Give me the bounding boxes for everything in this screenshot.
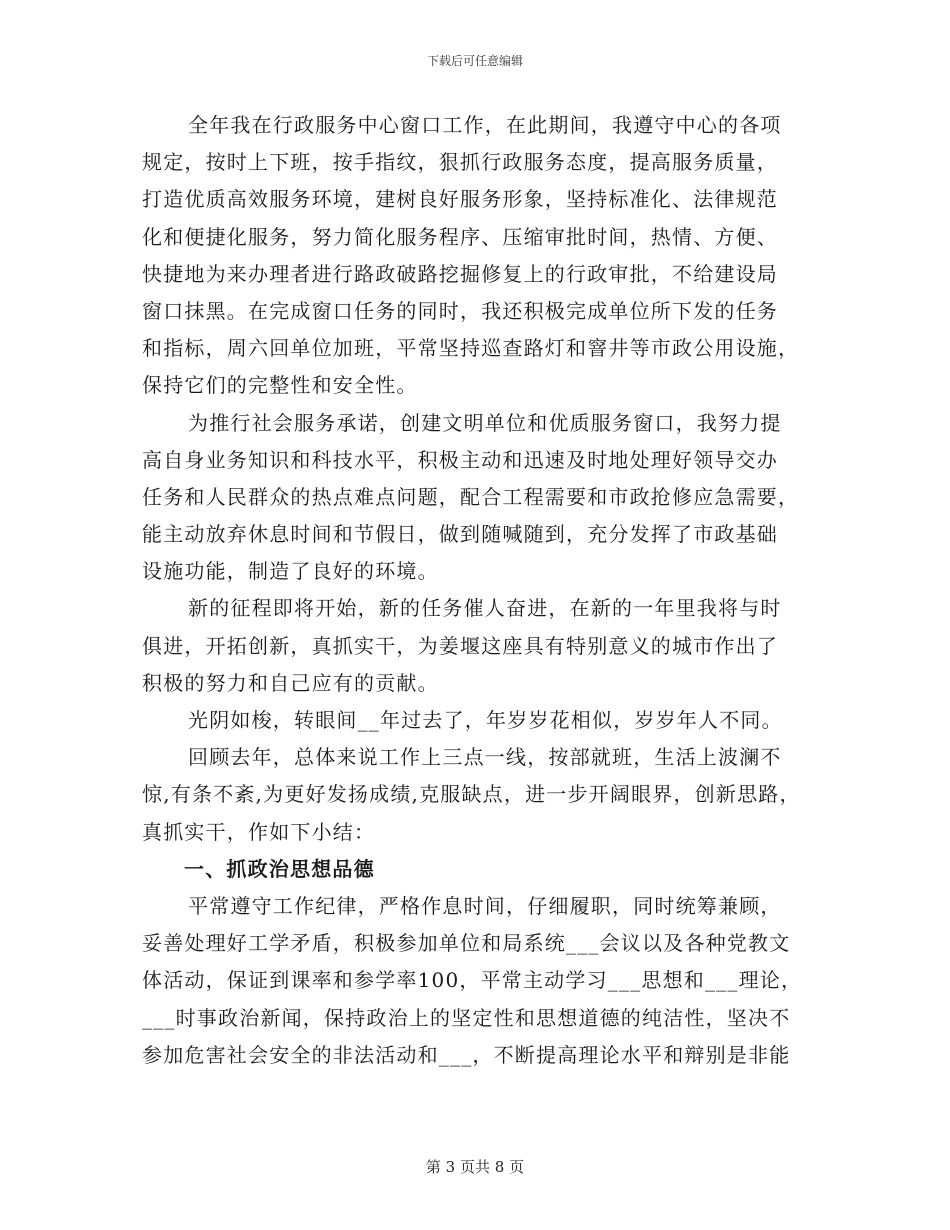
text-line: 快捷地为来办理者进行路政破路挖掘修复上的行政审批，不给建设局 [142, 261, 778, 286]
text-line: 参加危害社会安全的非法活动和___，不断提高理论水平和辩别是非能 [142, 1042, 791, 1067]
text-line: 和指标，周六回单位加班，平常坚持巡查路灯和窨井等市政公用设施， [142, 336, 800, 361]
text-line: 体活动，保证到课率和参学率100，平常主动学习___思想和___理论， [142, 968, 803, 993]
text-line: 打造优质高效服务环境，建树良好服务形象，坚持标准化、法律规范 [142, 187, 778, 212]
page-footer: 第 3 页共 8 页 [425, 1158, 525, 1176]
text-line: 能主动放弃休息时间和节假日，做到随喊随到，充分发挥了市政基础 [142, 522, 778, 547]
text-line: 新的征程即将开始，新的任务催人奋进，在新的一年里我将与时 [188, 596, 782, 621]
text-line: 真抓实干，作如下小结： [142, 819, 376, 844]
text-line: 任务和人民群众的热点难点问题，配合工程需要和市政抢修应急需要， [142, 484, 800, 509]
text-line: 保持它们的完整性和安全性。 [142, 373, 418, 398]
text-line: 积极的努力和自己应有的贡献。 [142, 670, 439, 695]
text-line: 光阴如梭，转眼间__年过去了，年岁岁花相似，岁岁年人不同。 [188, 708, 783, 732]
text-line: 高自身业务知识和科技水平，积极主动和迅速及时地处理好领导交办 [142, 447, 778, 472]
text-line: 俱进，开拓创新，真抓实干，为姜堰这座具有特别意义的城市作出了 [142, 633, 778, 658]
text-line: 回顾去年，总体来说工作上三点一线，按部就班，生活上波澜不 [188, 745, 782, 770]
document-body [142, 107, 802, 1074]
text-line: 妥善处理好工学矛盾，积极参加单位和局系统___会议以及各种党教文 [142, 931, 791, 956]
text-line: 规定，按时上下班，按手指纹，狠抓行政服务态度，提高服务质量， [142, 150, 778, 175]
text-line: 设施功能，制造了良好的环境。 [142, 559, 439, 584]
text-line: 惊,有条不紊,为更好发扬成绩,克服缺点，进一步开阔眼界，创新思路， [142, 782, 801, 807]
text-line: ___时事政治新闻，保持政治上的坚定性和思想道德的纯洁性，坚决不 [142, 1005, 791, 1030]
text-line: 窗口抹黑。在完成窗口任务的同时，我还积极完成单位所下发的任务 [142, 298, 778, 323]
section-heading: 一、抓政治思想品德 [184, 856, 375, 881]
text-line: 全年我在行政服务中心窗口工作，在此期间，我遵守中心的各项 [188, 113, 782, 137]
page-header: 下载后可任意编辑 [426, 54, 523, 68]
text-line: 平常遵守工作纪律，严格作息时间，仔细履职，同时统筹兼顾， [188, 893, 782, 918]
text-line: 化和便捷化服务，努力简化服务程序、压缩审批时间，热情、方便、 [142, 224, 778, 249]
text-line: 为推行社会服务承诺，创建文明单位和优质服务窗口，我努力提 [188, 410, 782, 435]
